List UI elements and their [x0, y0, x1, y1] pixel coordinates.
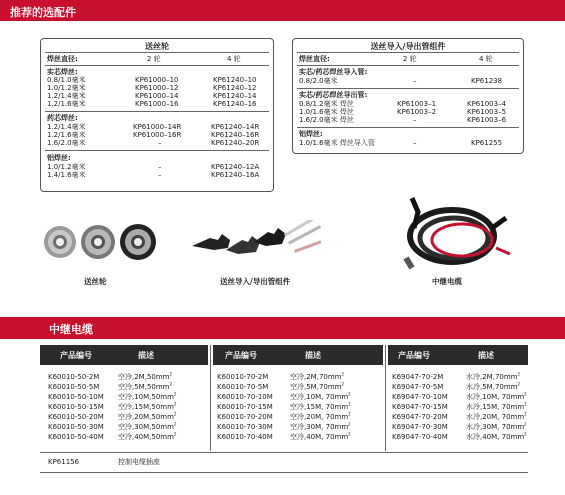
table-row-code: K60010-70-40M [217, 433, 273, 441]
divider [297, 88, 519, 89]
header-code: 产品编号 [398, 351, 430, 360]
caption-cable: 中继电缆 [432, 277, 462, 286]
part-number-cell: KP61003–1 [397, 100, 437, 108]
table-row-code: K60010-70-20M [217, 413, 273, 421]
wire-feed-roll-table [40, 38, 274, 192]
table-row-desc: 水冷,10M, $70mm^2$ [466, 391, 527, 401]
part-number-cell: – [158, 139, 162, 147]
part-number-cell: – [413, 116, 417, 124]
group-label: 实芯焊丝: [47, 68, 78, 76]
diameter-cell: 1.0/1.6毫米 焊丝导入管 [299, 139, 375, 147]
table-row-code: K60010-50-10M [48, 393, 104, 401]
diameter-cell: 1.2/1.4毫米 [47, 92, 86, 100]
table-row-desc: 空冷$,2M,70mm^2$ [290, 371, 345, 381]
diameter-cell: 1.0/1.2毫米 [47, 163, 86, 171]
table-header-col2 [213, 345, 383, 365]
part-number-cell: KP61003–5 [467, 108, 507, 116]
table-row-desc: 空冷$,10M,50mm^2$ [118, 391, 177, 401]
part-number-cell: – [158, 171, 162, 179]
divider [45, 150, 269, 151]
part-number-cell: KP61240–12A [211, 163, 260, 171]
interconnect-cable-image [392, 188, 520, 276]
table-row-code: K69047-70-20M [392, 413, 448, 421]
table-row-desc: 空冷,10M, $70mm^2$ [290, 391, 351, 401]
table-row-desc: 水冷$,5M,70mm^2$ [466, 381, 521, 391]
part-number-cell: KP61000–16R [133, 131, 182, 139]
part-number-cell: KP61000–14R [133, 123, 182, 131]
table-header-col3 [388, 345, 528, 365]
table-row-code: K60010-50-2M [48, 373, 100, 381]
diameter-cell: 1.0/1.2毫米 [47, 84, 86, 92]
table-row-desc: 空冷,15M, $70mm^2$ [290, 401, 351, 411]
table-row-code: K69047-70-30M [392, 423, 448, 431]
group-label: 实芯/药芯焊丝导入管: [299, 68, 368, 76]
divider [45, 111, 269, 112]
part-number-cell: KP61240–12 [213, 84, 257, 92]
table-row-desc: 水冷,40M, $70mm^2$ [466, 431, 527, 441]
part-number-cell: KP61003–2 [397, 108, 437, 116]
table-row-code: K60010-50-30M [48, 423, 104, 431]
section-title: 推荐的选配件 [10, 6, 76, 19]
part-number-cell: KP61240–16 [213, 100, 257, 108]
diameter-cell: 1.2/1.4毫米 [47, 123, 86, 131]
column-divider [210, 345, 211, 451]
header-col-2roll: 2 轮 [403, 55, 417, 63]
part-number-cell: KP61255 [471, 139, 503, 147]
table-header-col1 [40, 345, 208, 365]
column-divider [385, 345, 386, 451]
divider [297, 127, 519, 128]
diameter-cell: 1.6/2.0毫米 焊丝 [299, 116, 354, 124]
table-row-code: K60010-50-40M [48, 433, 104, 441]
diameter-cell: 1.0/1.6毫米 焊丝 [299, 108, 354, 116]
guide-tube-table [292, 38, 524, 154]
group-label: 实芯/药芯焊丝导出管: [299, 91, 368, 99]
table-title: 送丝导入/导出管组件 [370, 42, 446, 51]
part-number-cell: KP61003–6 [467, 116, 507, 124]
table-row-code: K69047-70-2M [392, 373, 444, 381]
table-row-code: K60010-70-2M [217, 373, 269, 381]
part-number-cell: KP61240–14 [213, 92, 257, 100]
table-row-code: K60010-70-30M [217, 423, 273, 431]
drive-rolls-image [40, 218, 165, 266]
diameter-cell: 1.6/2.0毫米 [47, 139, 86, 147]
part-number-cell: KP61240–10 [213, 76, 257, 84]
section-title: 中继电缆 [49, 323, 93, 336]
table-row-code: K60010-70-10M [217, 393, 273, 401]
table-row-desc: 空冷,40M, $70mm^2$ [290, 431, 351, 441]
table-row-code: K69047-70-15M [392, 403, 448, 411]
table-row-desc: 空冷$,40M,50mm^2$ [118, 431, 177, 441]
part-number-cell: KP61240–20R [211, 139, 260, 147]
table-row-code: K60010-50-15M [48, 403, 104, 411]
diameter-cell: 1.2/1.6毫米 [47, 100, 86, 108]
section-header-accessories [0, 0, 565, 21]
part-number-cell: KP61000–16 [135, 100, 179, 108]
header-desc: 描述 [138, 351, 154, 360]
table-row-desc: 空冷$,2M,50mm^2$ [118, 371, 173, 381]
header-desc: 描述 [478, 351, 494, 360]
divider [45, 65, 269, 66]
part-number-cell: – [413, 139, 417, 147]
part-number-cell: – [158, 163, 162, 171]
table-row-desc: 水冷,15M, $70mm^2$ [466, 401, 527, 411]
header-label: 焊丝直径: [299, 55, 330, 63]
diameter-cell: 1.2/1.6毫米 [47, 131, 86, 139]
part-number-cell: KP61240–14R [211, 123, 260, 131]
table-row-desc: 空冷,30M, $70mm^2$ [290, 421, 351, 431]
diameter-cell: 1.4/1.6毫米 [47, 171, 86, 179]
part-number-cell: KP61000–12 [135, 84, 179, 92]
group-label: 铝焊丝: [299, 130, 323, 138]
table-row-desc: 空冷$,5M,70mm^2$ [290, 381, 345, 391]
header-code: 产品编号 [60, 351, 92, 360]
footer-code: KP61156 [48, 458, 80, 466]
table-row-desc: 空冷$,20M,50mm^2$ [118, 411, 177, 421]
divider [297, 52, 519, 53]
diameter-cell: 0.8/2.0毫米 [299, 77, 338, 85]
group-label: 药芯焊丝: [47, 114, 78, 122]
divider [40, 452, 528, 453]
table-row-code: K60010-50-20M [48, 413, 104, 421]
table-row-code: K69047-70-40M [392, 433, 448, 441]
table-row-desc: 空冷,20M, $70mm^2$ [290, 411, 351, 421]
table-row-code: K60010-70-15M [217, 403, 273, 411]
caption-drive-rolls: 送丝轮 [84, 277, 107, 286]
header-col-2roll: 2 轮 [147, 55, 161, 63]
divider [297, 65, 519, 66]
header-col-4roll: 4 轮 [227, 55, 241, 63]
group-label: 铝焊丝: [47, 154, 71, 162]
part-number-cell: KP61000–10 [135, 76, 179, 84]
table-row-code: K69047-70-5M [392, 383, 444, 391]
diameter-cell: 0.8/1.0毫米 [47, 76, 86, 84]
header-desc: 描述 [305, 351, 321, 360]
divider [40, 472, 528, 473]
table-row-code: K60010-50-5M [48, 383, 100, 391]
part-number-cell: KP61240–16A [211, 171, 260, 179]
footer-desc: 控制电缆插座 [118, 458, 160, 466]
guide-tubes-image [188, 220, 328, 262]
caption-guide-tubes: 送丝导入/导出管组件 [220, 277, 291, 286]
part-number-cell: KP61003–4 [467, 100, 507, 108]
table-row-desc: 空冷$,5M,50mm^2$ [118, 381, 173, 391]
table-row-desc: 空冷$,30M,50mm^2$ [118, 421, 177, 431]
part-number-cell: KP61240–16R [211, 131, 260, 139]
header-col-4roll: 4 轮 [479, 55, 493, 63]
table-row-code: K69047-70-10M [392, 393, 448, 401]
diameter-cell: 0.8/1.2毫米 焊丝 [299, 100, 354, 108]
part-number-cell: KP61238 [471, 77, 503, 85]
table-row-code: K60010-70-5M [217, 383, 269, 391]
header-label: 焊丝直径: [47, 55, 78, 63]
table-title: 送丝轮 [145, 42, 169, 51]
table-row-desc: 水冷,30M, $70mm^2$ [466, 421, 527, 431]
part-number-cell: KP61000–14 [135, 92, 179, 100]
header-code: 产品编号 [225, 351, 257, 360]
table-row-desc: 水冷$,2M,70mm^2$ [466, 371, 521, 381]
part-number-cell: – [413, 77, 417, 85]
divider [45, 52, 269, 53]
table-row-desc: 水冷,20M, $70mm^2$ [466, 411, 527, 421]
table-row-desc: 空冷$,15M,50mm^2$ [118, 401, 177, 411]
section-header-cables [0, 317, 565, 339]
